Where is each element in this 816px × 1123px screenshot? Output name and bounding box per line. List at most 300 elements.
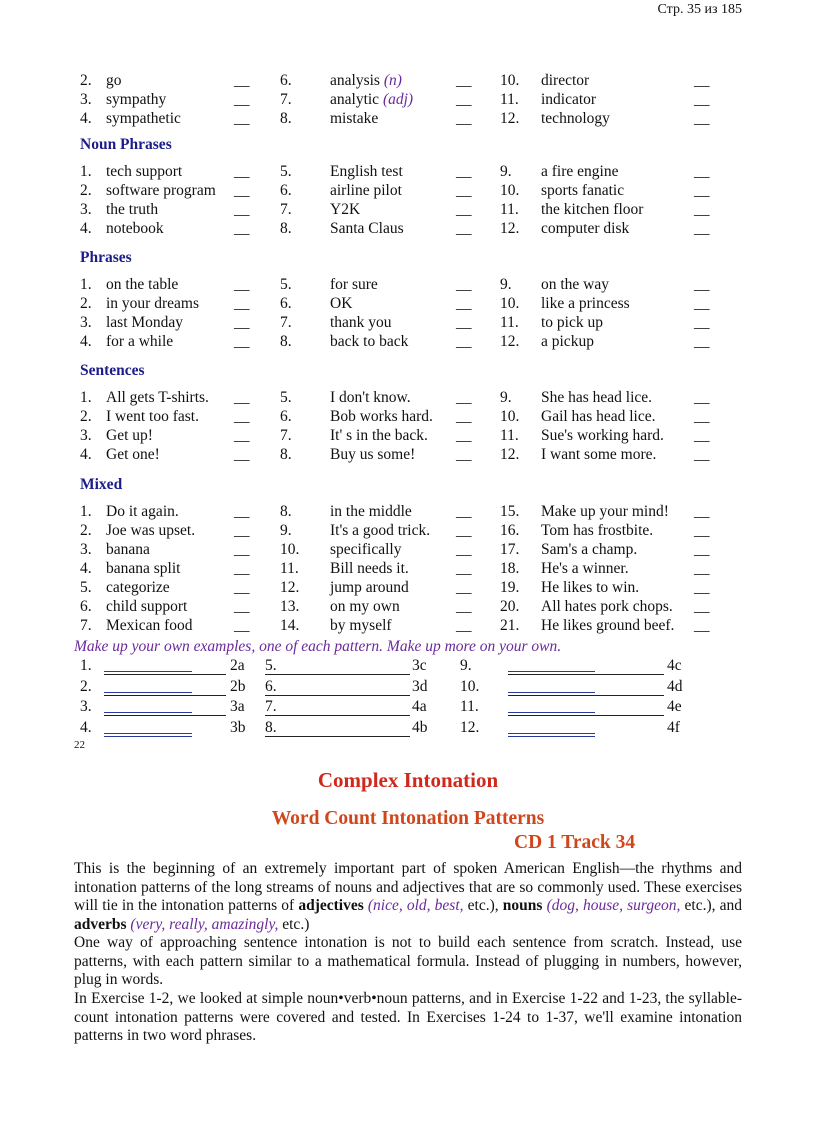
item-text [330, 294, 352, 314]
item-word: indicator [541, 91, 597, 108]
answer-line[interactable] [265, 695, 410, 696]
item-word: categorize [106, 579, 170, 596]
answer-blank[interactable]: __ [694, 110, 710, 127]
item-number: 9. [280, 522, 292, 539]
answer-blank[interactable]: __ [456, 560, 472, 577]
answer-blank[interactable]: __ [234, 446, 250, 463]
instruction-text: Make up your own examples, one of each pattern. Make up more on your own. [74, 638, 562, 655]
pattern-code: 4d [667, 677, 683, 695]
answer-line[interactable] [104, 674, 226, 675]
answer-blank[interactable]: __ [694, 314, 710, 331]
item-text [106, 388, 209, 408]
item-number: 3. [80, 91, 92, 108]
answer-blank[interactable]: __ [234, 560, 250, 577]
exercise-row [0, 332, 816, 352]
pattern-row [0, 718, 816, 738]
item-number: 6. [280, 182, 292, 199]
item-text [330, 616, 392, 636]
item-text [541, 294, 630, 314]
answer-line[interactable] [508, 715, 664, 716]
nouns-examples: (dog, house, surgeon, [546, 897, 681, 914]
item-word: He's a winner. [541, 560, 629, 577]
item-text [541, 90, 596, 110]
item-number: 5. [280, 276, 292, 293]
item-number: 3. [80, 427, 92, 444]
exercise-row [0, 162, 816, 182]
answer-blank[interactable]: __ [456, 163, 472, 180]
item-word: software program [106, 182, 216, 199]
item-number: 8. [280, 446, 292, 463]
item-number: 12. [500, 110, 520, 127]
item-text [541, 521, 653, 541]
answer-line[interactable] [508, 736, 595, 737]
pattern-number: 6. [265, 677, 277, 695]
answer-blank[interactable]: __ [456, 598, 472, 615]
item-word: thank you [330, 314, 392, 331]
answer-blank[interactable]: __ [694, 295, 710, 312]
item-number: 11. [500, 91, 519, 108]
item-number: 21. [500, 617, 520, 634]
pattern-number: 1. [80, 657, 92, 674]
item-text [330, 90, 413, 110]
item-number: 10. [280, 541, 300, 558]
item-number: 2. [80, 408, 92, 425]
p1-etc: etc.), [463, 897, 503, 914]
footer-page-number: 22 [74, 739, 85, 751]
pattern-row [0, 697, 816, 717]
item-text [106, 426, 153, 446]
item-word: like a princess [541, 295, 630, 312]
answer-blank[interactable]: __ [456, 579, 472, 596]
item-number: 1. [80, 163, 92, 180]
item-word: a pickup [541, 333, 594, 350]
section-heading: Mixed [80, 476, 123, 493]
answer-blank[interactable]: __ [234, 295, 250, 312]
answer-blank[interactable]: __ [694, 427, 710, 444]
answer-line[interactable] [104, 736, 192, 737]
item-number: 8. [280, 220, 292, 237]
item-number: 8. [280, 333, 292, 350]
answer-blank[interactable]: __ [234, 333, 250, 350]
item-text [106, 71, 122, 91]
item-text [106, 559, 180, 579]
pattern-number: 5. [265, 657, 277, 674]
answer-blank[interactable]: __ [694, 541, 710, 558]
item-word: She has head lice. [541, 389, 653, 406]
answer-blank[interactable]: __ [456, 333, 472, 350]
answer-blank[interactable]: __ [456, 541, 472, 558]
item-text [330, 275, 378, 295]
item-number: 12. [280, 579, 300, 596]
item-word: specifically [330, 541, 402, 558]
answer-blank[interactable]: __ [456, 201, 472, 218]
answer-blank[interactable]: __ [694, 503, 710, 520]
section-heading: Phrases [80, 249, 132, 266]
item-text [541, 71, 589, 91]
item-text [106, 578, 170, 598]
item-word: the truth [106, 201, 159, 218]
p1-etc: etc.), and [680, 897, 743, 914]
heading-main: Complex Intonation [317, 768, 499, 792]
item-number: 17. [500, 541, 520, 558]
item-number: 9. [500, 276, 512, 293]
item-word: I want some more. [541, 446, 657, 463]
item-word: analysis [330, 72, 380, 89]
pattern-code: 3c [412, 657, 427, 674]
item-word: to pick up [541, 314, 603, 331]
adverbs-examples: (very, really, amazingly, [130, 915, 279, 933]
item-number: 7. [80, 617, 92, 634]
item-number: 3. [80, 541, 92, 558]
item-word: Sue's working hard. [541, 427, 664, 444]
answer-blank[interactable]: __ [234, 314, 250, 331]
item-text [106, 90, 166, 110]
heading-track: CD 1 Track 34 [514, 832, 636, 853]
item-number: 1. [80, 276, 92, 293]
item-word: on my own [330, 598, 400, 615]
item-word: on the table [106, 276, 179, 293]
answer-blank[interactable]: __ [694, 389, 710, 406]
nouns-term: nouns [502, 897, 543, 914]
pattern-code: 2a [230, 657, 245, 674]
answer-blank[interactable]: __ [456, 295, 472, 312]
item-word: go [106, 72, 122, 89]
answer-blank[interactable]: __ [456, 389, 472, 406]
item-number: 12. [500, 333, 520, 350]
item-word: computer disk [541, 220, 630, 237]
exercise-row [0, 200, 816, 220]
item-word: director [541, 72, 590, 89]
exercise-row [0, 407, 816, 427]
item-text [541, 445, 656, 465]
pattern-number: 11. [460, 698, 479, 715]
item-number: 7. [280, 427, 292, 444]
item-text [106, 521, 195, 541]
answer-blank[interactable]: __ [456, 91, 472, 108]
exercise-row [0, 559, 816, 579]
item-word: child support [106, 598, 188, 615]
pattern-code: 3d [412, 677, 428, 695]
item-number: 2. [80, 295, 92, 312]
answer-line-inner [508, 712, 595, 713]
item-number: 11. [500, 314, 519, 331]
answer-line[interactable] [265, 715, 410, 716]
answer-blank[interactable]: __ [456, 617, 472, 634]
answer-blank[interactable]: __ [234, 220, 250, 237]
item-word: notebook [106, 220, 164, 237]
item-number: 2. [80, 182, 92, 199]
item-word: for sure [330, 276, 378, 293]
item-number: 11. [500, 201, 519, 218]
answer-blank[interactable]: __ [694, 579, 710, 596]
answer-blank[interactable]: __ [456, 314, 472, 331]
adjectives-term: adjectives [298, 897, 364, 914]
exercise-row [0, 90, 816, 110]
answer-blank[interactable]: __ [456, 408, 472, 425]
item-text [106, 294, 199, 314]
pattern-code: 4b [412, 718, 428, 736]
answer-line-inner [508, 733, 595, 734]
exercise-row [0, 578, 816, 598]
item-number: 18. [500, 560, 520, 577]
answer-blank[interactable]: __ [234, 182, 250, 199]
answer-line[interactable] [508, 695, 664, 696]
item-number: 3. [80, 201, 92, 218]
item-text [541, 388, 652, 408]
answer-blank[interactable]: __ [694, 220, 710, 237]
item-text [541, 616, 674, 636]
section-heading: Sentences [80, 362, 145, 379]
item-word: OK [330, 295, 353, 312]
item-text [541, 109, 610, 129]
answer-blank[interactable]: __ [694, 163, 710, 180]
pattern-code: 2b [230, 677, 246, 695]
answer-blank[interactable]: __ [234, 201, 250, 218]
item-number: 10. [500, 182, 520, 199]
item-number: 4. [80, 446, 92, 463]
item-word: in the middle [330, 503, 412, 520]
answer-blank[interactable]: __ [694, 598, 710, 615]
item-text [541, 407, 655, 427]
item-text [106, 181, 216, 201]
item-number: 9. [500, 389, 512, 406]
answer-blank[interactable]: __ [234, 598, 250, 615]
item-number: 10. [500, 72, 520, 89]
item-number: 4. [80, 560, 92, 577]
item-number: 4. [80, 220, 92, 237]
item-text [541, 275, 609, 295]
item-word: Buy us some! [330, 446, 416, 463]
pattern-row [0, 656, 816, 676]
item-number: 20. [500, 598, 520, 615]
item-text [106, 597, 187, 617]
part-of-speech: (adj) [382, 91, 414, 108]
exercise-row [0, 502, 816, 522]
item-text [541, 578, 639, 598]
answer-blank[interactable]: __ [234, 617, 250, 634]
answer-blank[interactable]: __ [234, 91, 250, 108]
item-text [541, 181, 624, 201]
item-text [330, 578, 409, 598]
item-word: Bill needs it. [330, 560, 409, 577]
answer-line[interactable] [104, 715, 226, 716]
item-word: He likes to win. [541, 579, 640, 596]
answer-blank[interactable]: __ [234, 163, 250, 180]
answer-blank[interactable]: __ [456, 427, 472, 444]
answer-blank[interactable]: __ [234, 72, 250, 89]
pattern-code: 3b [230, 718, 246, 736]
item-word: analytic [330, 91, 380, 108]
item-word: Bob works hard. [330, 408, 433, 425]
item-text [106, 502, 179, 522]
item-number: 6. [280, 295, 292, 312]
pattern-number: 8. [265, 718, 277, 736]
answer-line-inner [104, 692, 192, 693]
answer-blank[interactable]: __ [234, 579, 250, 596]
exercise-row [0, 597, 816, 617]
answer-blank[interactable]: __ [456, 446, 472, 463]
item-number: 14. [280, 617, 300, 634]
exercise-row [0, 616, 816, 636]
pattern-number: 3. [80, 698, 92, 715]
answer-blank[interactable]: __ [694, 522, 710, 539]
answer-blank[interactable]: __ [456, 110, 472, 127]
item-word: mistake [330, 110, 379, 127]
item-word: banana [106, 541, 150, 558]
item-word: English test [330, 163, 403, 180]
item-text [106, 445, 160, 465]
answer-blank[interactable]: __ [694, 276, 710, 293]
item-word: in your dreams [106, 295, 199, 312]
answer-blank[interactable]: __ [694, 408, 710, 425]
item-number: 15. [500, 503, 520, 520]
item-text [541, 559, 629, 579]
item-word: Y2K [330, 201, 361, 218]
pattern-number: 10. [460, 677, 480, 695]
item-text [106, 540, 150, 560]
pattern-number: 2. [80, 677, 92, 695]
answer-blank[interactable]: __ [456, 522, 472, 539]
item-word: tech support [106, 163, 183, 180]
item-text [541, 540, 637, 560]
item-number: 16. [500, 522, 520, 539]
item-text [541, 200, 643, 220]
item-text [330, 559, 409, 579]
answer-line[interactable] [265, 674, 410, 675]
item-number: 10. [500, 295, 520, 312]
item-text [330, 426, 428, 446]
answer-blank[interactable]: __ [694, 560, 710, 577]
answer-line[interactable] [265, 736, 410, 737]
answer-blank[interactable]: __ [694, 72, 710, 89]
exercise-row [0, 313, 816, 333]
p1-text: This is the beginning of an extremely important part of spoken American English—the rhythms and intonation patterns of the long streams of nouns and adjectives that are so commonly used. These exercises will tie in the intonation patterns of [74, 860, 742, 914]
item-number: 8. [280, 110, 292, 127]
item-text [330, 445, 415, 465]
item-word: Get one! [106, 446, 160, 463]
item-word: for a while [106, 333, 174, 350]
exercise-row [0, 109, 816, 129]
item-word: Do it again. [106, 503, 179, 520]
item-word: I went too fast. [106, 408, 199, 425]
item-number: 6. [80, 598, 92, 615]
item-word: sympathy [106, 91, 167, 108]
answer-blank[interactable]: __ [694, 91, 710, 108]
item-word: sports fanatic [541, 182, 625, 199]
item-number: 3. [80, 314, 92, 331]
answer-blank[interactable]: __ [234, 522, 250, 539]
item-text [541, 162, 618, 182]
item-word: technology [541, 110, 610, 127]
pattern-code: 4f [667, 718, 680, 736]
item-text [106, 407, 199, 427]
item-text [330, 200, 360, 220]
paragraph-2: One way of approaching sentence intonation is not to build each sentence from scratch. Instead, use patterns, with each pattern similar to a mathematical formula. Instead of plugging in numbers, however, plug in words. [74, 934, 742, 988]
answer-blank[interactable]: __ [456, 276, 472, 293]
item-text [106, 332, 173, 352]
item-number: 6. [280, 408, 292, 425]
item-word: banana split [106, 560, 181, 577]
answer-blank[interactable]: __ [456, 72, 472, 89]
item-text [541, 313, 603, 333]
answer-line[interactable] [104, 695, 226, 696]
item-number: 6. [280, 72, 292, 89]
item-word: He likes ground beef. [541, 617, 675, 634]
item-number: 19. [500, 579, 520, 596]
exercise-row [0, 294, 816, 314]
p1-etc: etc.) [278, 915, 310, 933]
answer-blank[interactable]: __ [234, 503, 250, 520]
answer-blank[interactable]: __ [234, 408, 250, 425]
answer-blank[interactable]: __ [234, 110, 250, 127]
item-text [330, 181, 402, 201]
answer-blank[interactable]: __ [456, 182, 472, 199]
exercise-row [0, 426, 816, 446]
item-text [106, 275, 178, 295]
item-text [541, 502, 669, 522]
item-text [106, 200, 158, 220]
item-number: 9. [500, 163, 512, 180]
answer-blank[interactable]: __ [234, 276, 250, 293]
item-word: Mexican food [106, 617, 193, 634]
answer-blank[interactable]: __ [234, 541, 250, 558]
pattern-row [0, 677, 816, 697]
answer-blank[interactable]: __ [456, 503, 472, 520]
item-number: 11. [280, 560, 299, 577]
item-text [330, 313, 392, 333]
answer-blank[interactable]: __ [694, 617, 710, 634]
answer-blank[interactable]: __ [694, 446, 710, 463]
item-number: 1. [80, 503, 92, 520]
item-text [330, 597, 400, 617]
adverbs-term: adverbs [74, 915, 127, 933]
exercise-row [0, 181, 816, 201]
answer-blank[interactable]: __ [694, 182, 710, 199]
item-word: All gets T-shirts. [106, 389, 209, 406]
item-text [541, 426, 664, 446]
answer-blank[interactable]: __ [694, 201, 710, 218]
item-number: 10. [500, 408, 520, 425]
item-word: last Monday [106, 314, 184, 331]
pattern-code: 4e [667, 698, 682, 715]
item-text [330, 332, 408, 352]
paragraph-1 [74, 860, 742, 934]
pattern-number: 9. [460, 657, 472, 674]
exercise-row [0, 521, 816, 541]
answer-blank[interactable]: __ [234, 427, 250, 444]
item-word: sympathetic [106, 110, 181, 127]
item-word: the kitchen floor [541, 201, 644, 218]
exercise-row [0, 71, 816, 91]
answer-blank[interactable]: __ [694, 333, 710, 350]
item-word: a fire engine [541, 163, 619, 180]
answer-line-inner [508, 671, 595, 672]
item-number: 7. [280, 91, 292, 108]
answer-blank[interactable]: __ [234, 389, 250, 406]
item-number: 7. [280, 201, 292, 218]
item-text [106, 219, 164, 239]
item-number: 7. [280, 314, 292, 331]
item-word: Gail has head lice. [541, 408, 656, 425]
answer-line[interactable] [508, 674, 664, 675]
answer-line-inner [104, 733, 192, 734]
item-word: It's a good trick. [330, 522, 431, 539]
answer-blank[interactable]: __ [456, 220, 472, 237]
item-word: Santa Claus [330, 220, 404, 237]
item-text [541, 332, 594, 352]
item-word: by myself [330, 617, 392, 634]
item-word: Sam's a champ. [541, 541, 638, 558]
